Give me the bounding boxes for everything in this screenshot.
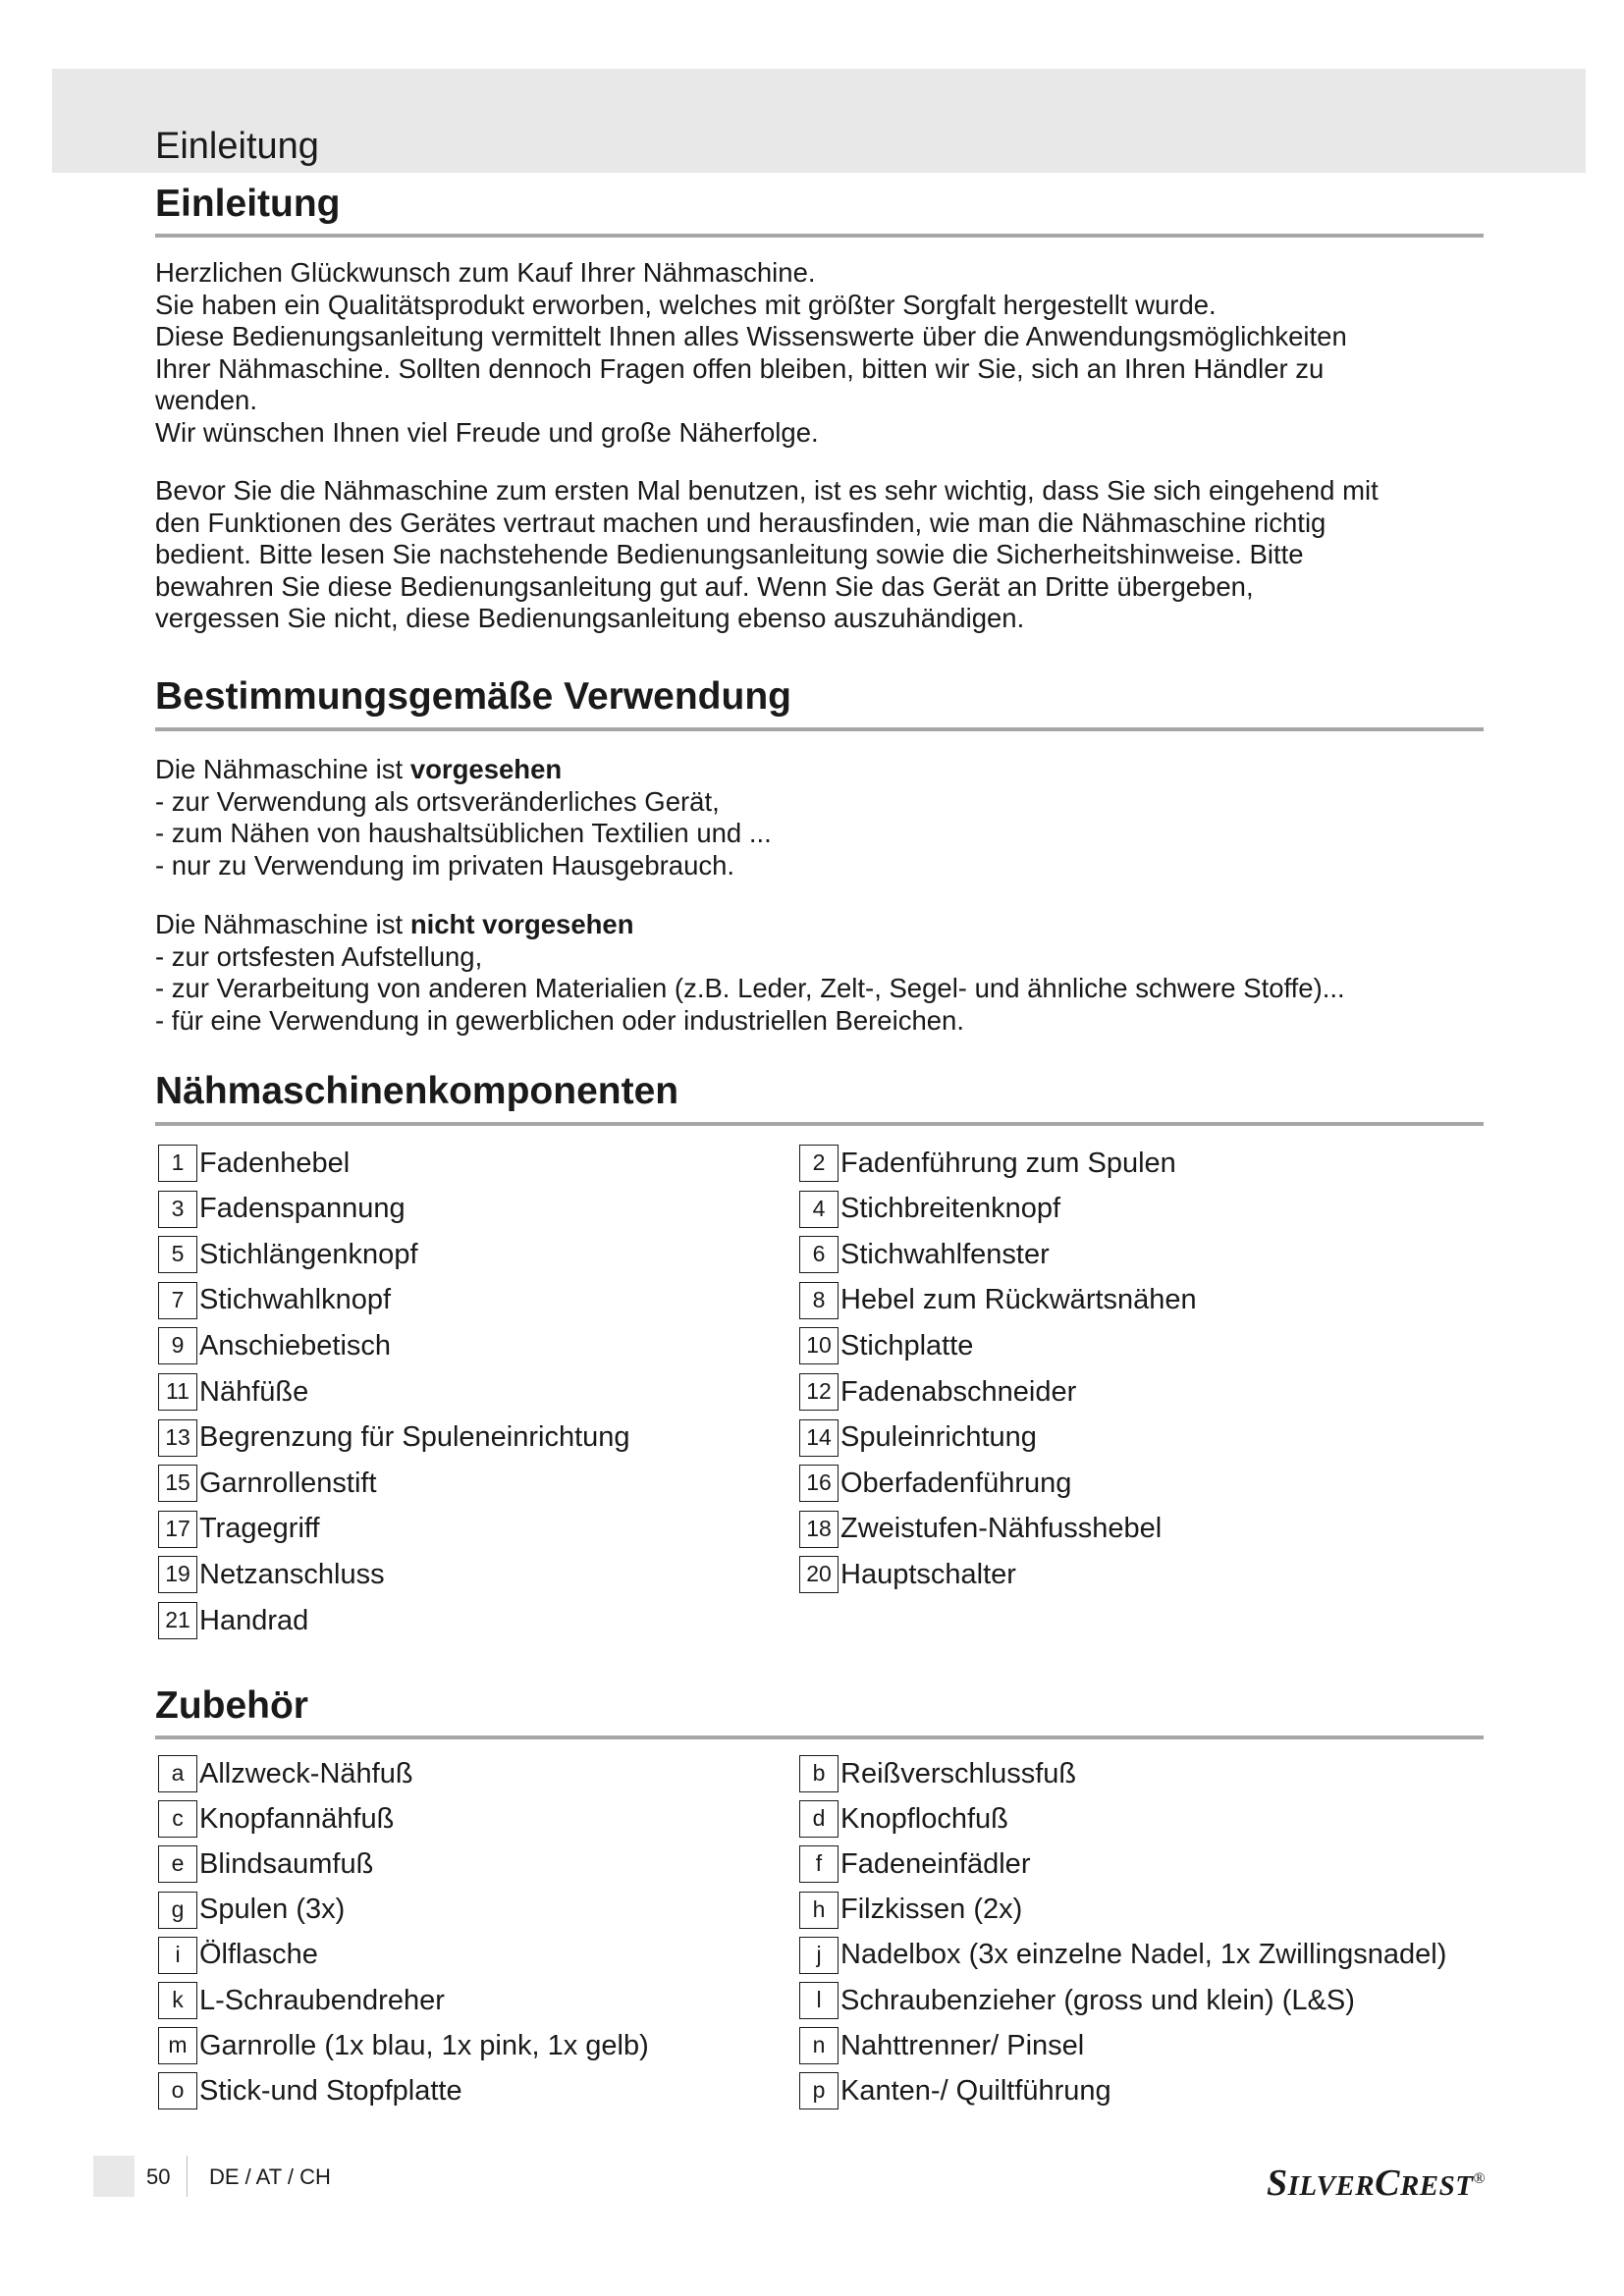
item-number-box: n <box>799 2027 839 2064</box>
list-item <box>158 1145 350 1182</box>
list-item: - zur Verwendung als ortsveränderliches Gerät, <box>155 785 720 817</box>
item-label: Garnrollenstift <box>199 1467 377 1499</box>
list-item <box>799 1419 1037 1457</box>
section-title-components: Nähmaschinenkomponenten <box>155 1070 679 1112</box>
list-item <box>158 2072 462 2109</box>
item-label: Knopflochfuß <box>840 1802 1008 1835</box>
divider <box>155 234 1484 238</box>
item-label: L-Schraubendreher <box>199 1984 445 2016</box>
list-item: - nur zu Verwendung im privaten Hausgebrauch. <box>155 849 735 881</box>
item-number-box: p <box>799 2072 839 2109</box>
item-label: Knopfannähfuß <box>199 1802 395 1835</box>
item-number-box: 21 <box>158 1602 197 1639</box>
item-label: Nahttrenner/ Pinsel <box>840 2029 1085 2061</box>
text-line: Herzlichen Glückwunsch zum Kauf Ihrer Nähmaschine. <box>155 257 816 288</box>
text-line: Bevor Sie die Nähmaschine zum ersten Mal benutzen, ist es sehr wichtig, dass Sie sich eingehend mit <box>155 475 1379 506</box>
item-label: Fadenhebel <box>199 1147 351 1179</box>
item-label: Nähfüße <box>199 1375 309 1408</box>
list-item: - zur ortsfesten Aufstellung, <box>155 940 483 972</box>
item-label: Kanten-/ Quiltführung <box>840 2074 1111 2107</box>
list-item <box>158 1800 394 1838</box>
item-label: Ölflasche <box>199 1939 318 1971</box>
list-item <box>158 1602 308 1639</box>
item-label: Schraubenzieher (gross und klein) (L&S) <box>840 1984 1355 2016</box>
item-number-box: 18 <box>799 1511 839 1548</box>
item-label: Fadenspannung <box>199 1193 406 1225</box>
item-number-box: e <box>158 1845 197 1883</box>
item-number-box: 4 <box>799 1191 839 1228</box>
brand-logo <box>1267 2162 1486 2205</box>
item-number-box: c <box>158 1800 197 1838</box>
list-item <box>799 1982 1355 2019</box>
footer-page-marker <box>93 2156 135 2197</box>
item-label: Stick-und Stopfplatte <box>199 2074 462 2107</box>
item-label: Stichbreitenknopf <box>840 1193 1061 1225</box>
list-item <box>799 1892 1022 1929</box>
item-label: Stichwahlfenster <box>840 1238 1050 1270</box>
item-number-box: d <box>799 1800 839 1838</box>
list-item <box>799 2027 1084 2064</box>
text-line <box>155 754 1500 786</box>
list-item <box>158 1236 418 1273</box>
item-number-box: 10 <box>799 1327 839 1364</box>
item-label: Fadenführung zum Spulen <box>840 1147 1176 1179</box>
item-number-box: l <box>799 1982 839 2019</box>
item-label: Garnrolle (1x blau, 1x pink, 1x gelb) <box>199 2029 649 2061</box>
text-span: Die Nähmaschine ist <box>155 754 410 784</box>
list-item <box>158 1465 377 1502</box>
item-number-box: f <box>799 1845 839 1883</box>
brand-part: ILVER <box>1287 2170 1376 2202</box>
item-label: Reißverschlussfuß <box>840 1757 1077 1789</box>
text-line: den Funktionen des Gerätes vertraut machen und herausfinden, wie man die Nähmaschine richtig <box>155 507 1326 538</box>
intro-paragraph-1 <box>155 257 1500 449</box>
page-number: 50 <box>146 2164 171 2189</box>
list-item <box>799 1511 1162 1548</box>
text-span: Die Nähmaschine ist <box>155 909 410 939</box>
list-item <box>799 1556 1016 1593</box>
item-number-box: 9 <box>158 1327 197 1364</box>
text-line: Diese Bedienungsanleitung vermittelt Ihnen alles Wissenswerte über die Anwendungsmöglichkeiten <box>155 321 1347 351</box>
list-item <box>158 1845 373 1883</box>
item-label: Spulen (3x) <box>199 1894 346 1926</box>
item-number-box: b <box>799 1755 839 1792</box>
list-item <box>799 1191 1060 1228</box>
section-title-intro: Einleitung <box>155 183 341 225</box>
list-item <box>799 1373 1076 1411</box>
list-item <box>158 1892 345 1929</box>
item-number-box: 1 <box>158 1145 197 1182</box>
item-number-box: 3 <box>158 1191 197 1228</box>
text-line: bedient. Bitte lesen Sie nachstehende Bedienungsanleitung sowie die Sicherheitshinweise. Bitte <box>155 539 1304 569</box>
item-label: Hebel zum Rückwärtsnähen <box>840 1284 1197 1316</box>
item-number-box: 17 <box>158 1511 197 1548</box>
item-number-box: 8 <box>799 1282 839 1319</box>
item-number-box: 2 <box>799 1145 839 1182</box>
item-label: Zweistufen-Nähfusshebel <box>840 1513 1163 1545</box>
text-line: vergessen Sie nicht, diese Bedienungsanleitung ebenso auszuhändigen. <box>155 603 1025 633</box>
item-label: Filzkissen (2x) <box>840 1894 1023 1926</box>
divider <box>155 727 1484 731</box>
item-label: Spuleinrichtung <box>840 1421 1037 1454</box>
item-label: Hauptschalter <box>840 1558 1016 1590</box>
intro-paragraph-2 <box>155 475 1500 635</box>
list-item: - zur Verarbeitung von anderen Materialien (z.B. Leder, Zelt-, Segel- und ähnliche schwere Stoffe)... <box>155 973 1345 1003</box>
list-item <box>158 1556 385 1593</box>
text-bold: nicht vorgesehen <box>409 909 634 939</box>
section-title-usage: Bestimmungsgemäße Verwendung <box>155 675 791 718</box>
item-label: Blindsaumfuß <box>199 1847 374 1880</box>
usage-intended <box>155 754 1500 881</box>
list-item: - für eine Verwendung in gewerblichen oder industriellen Bereichen. <box>155 1004 964 1036</box>
item-number-box: 11 <box>158 1373 197 1411</box>
list-item <box>158 1282 391 1319</box>
item-label: Stichwahlknopf <box>199 1284 392 1316</box>
item-label: Allzweck-Nähfuß <box>199 1757 413 1789</box>
item-number-box: 15 <box>158 1465 197 1502</box>
footer-separator <box>187 2156 188 2197</box>
brand-part: C <box>1375 2163 1400 2204</box>
list-item <box>158 1937 318 1974</box>
text-line: bewahren Sie diese Bedienungsanleitung gut auf. Wenn Sie das Gerät an Dritte übergeben, <box>155 570 1254 602</box>
item-number-box: g <box>158 1892 197 1929</box>
list-item <box>158 1373 308 1411</box>
item-number-box: 16 <box>799 1465 839 1502</box>
item-number-box: m <box>158 2027 197 2064</box>
list-item <box>158 1419 630 1457</box>
brand-part: REST <box>1399 2170 1474 2202</box>
list-item <box>158 2027 649 2064</box>
list-item <box>799 1845 1030 1883</box>
item-number-box: 12 <box>799 1373 839 1411</box>
text-line: wenden. <box>155 385 257 415</box>
list-item <box>158 1755 413 1792</box>
divider <box>155 1735 1484 1739</box>
item-label: Tragegriff <box>199 1513 320 1545</box>
text-line: Wir wünschen Ihnen viel Freude und große Näherfolge. <box>155 416 819 448</box>
list-item <box>799 1236 1050 1273</box>
item-number-box: 5 <box>158 1236 197 1273</box>
list-item <box>158 1982 445 2019</box>
list-item <box>799 1282 1197 1319</box>
item-number-box: 6 <box>799 1236 839 1273</box>
text-line: Sie haben ein Qualitätsprodukt erworben, welches mit größter Sorgfalt hergestellt wurde. <box>155 289 1217 320</box>
header-label: Einleitung <box>155 126 319 167</box>
item-number-box: o <box>158 2072 197 2109</box>
text-line <box>155 909 1500 941</box>
brand-part: S <box>1267 2163 1288 2204</box>
item-label: Netzanschluss <box>199 1558 385 1590</box>
usage-not-intended <box>155 909 1500 1037</box>
divider <box>155 1122 1484 1126</box>
item-label: Fadeneinfädler <box>840 1847 1031 1880</box>
item-number-box: 19 <box>158 1556 197 1593</box>
list-item <box>158 1511 320 1548</box>
item-label: Nadelbox (3x einzelne Nadel, 1x Zwillingsnadel) <box>840 1939 1447 1971</box>
item-label: Anschiebetisch <box>199 1329 392 1362</box>
item-number-box: 7 <box>158 1282 197 1319</box>
list-item: - zum Nähen von haushaltsüblichen Textilien und ... <box>155 818 772 848</box>
item-label: Stichplatte <box>840 1329 974 1362</box>
list-item <box>799 1937 1446 1974</box>
brand-part: ® <box>1473 2170 1487 2187</box>
item-number-box: i <box>158 1937 197 1974</box>
list-item <box>158 1327 391 1364</box>
list-item <box>799 1800 1008 1838</box>
item-label: Begrenzung für Spuleneinrichtung <box>199 1421 630 1454</box>
list-item <box>799 1327 973 1364</box>
text-bold: vorgesehen <box>409 754 563 784</box>
item-number-box: j <box>799 1937 839 1974</box>
item-number-box: 13 <box>158 1419 197 1457</box>
footer-language: DE / AT / CH <box>209 2164 331 2189</box>
list-item <box>799 1755 1076 1792</box>
item-number-box: 20 <box>799 1556 839 1593</box>
text-line: Ihrer Nähmaschine. Sollten dennoch Fragen offen bleiben, bitten wir Sie, sich an Ihren Händler zu <box>155 352 1325 384</box>
list-item <box>158 1191 406 1228</box>
list-item <box>799 1465 1071 1502</box>
item-label: Oberfadenführung <box>840 1467 1072 1499</box>
item-number-box: a <box>158 1755 197 1792</box>
item-label: Handrad <box>199 1604 309 1636</box>
item-label: Fadenabschneider <box>840 1375 1077 1408</box>
list-item <box>799 1145 1176 1182</box>
item-number-box: 14 <box>799 1419 839 1457</box>
item-label: Stichlängenknopf <box>199 1238 418 1270</box>
item-number-box: k <box>158 1982 197 2019</box>
item-number-box: h <box>799 1892 839 1929</box>
section-title-accessories: Zubehör <box>155 1684 308 1727</box>
list-item <box>799 2072 1111 2109</box>
